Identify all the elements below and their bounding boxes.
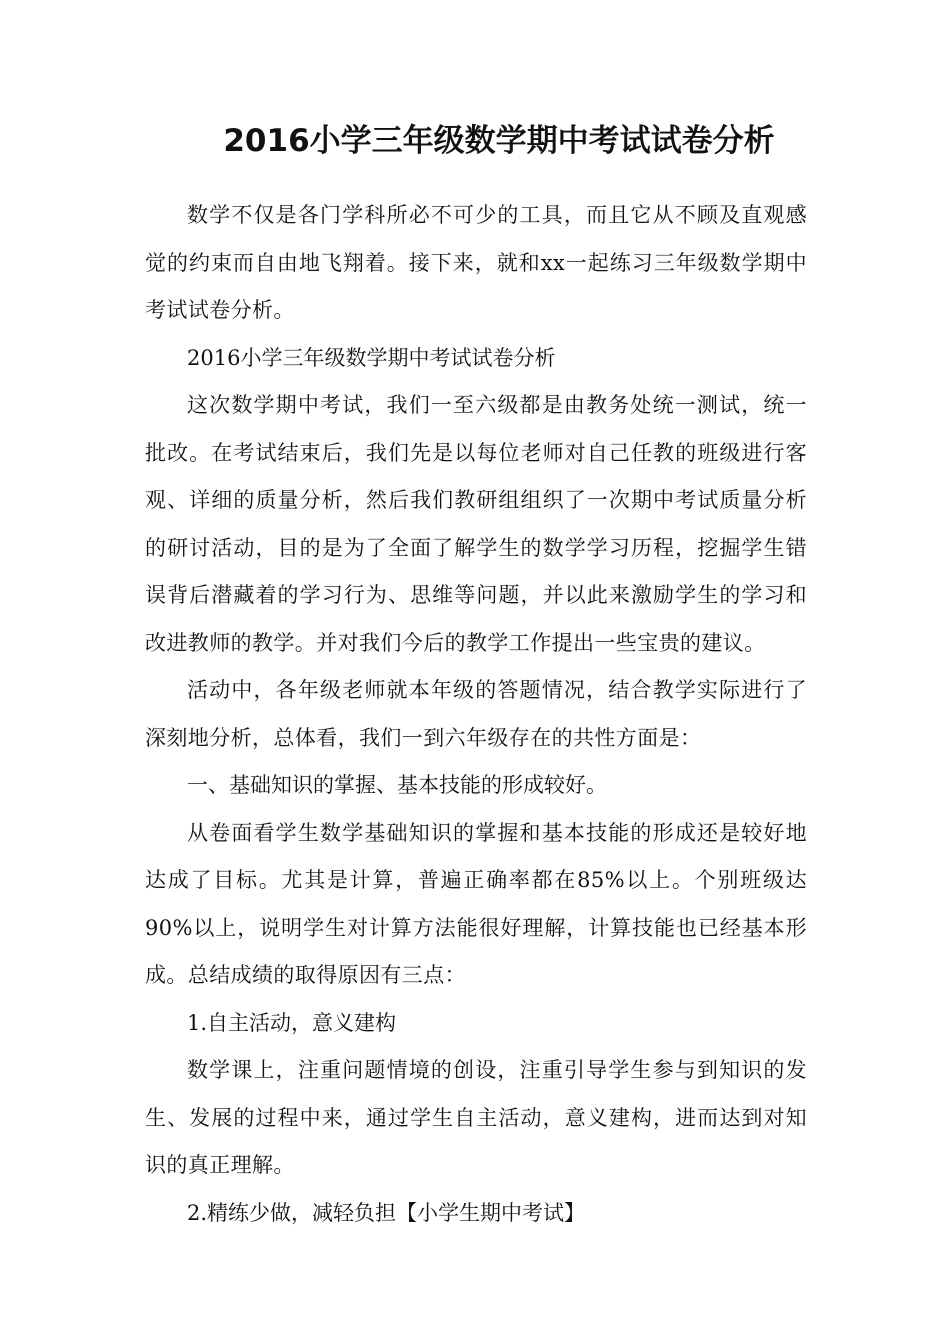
subtitle-line: 2016小学三年级数学期中考试试卷分析 (187, 345, 556, 370)
document-body (145, 192, 807, 1237)
intro-paragraph: 数学不仅是各门学科所必不可少的工具，而且它从不顾及直观感觉的约束而自由地飞翔着。接下来，就和xx一起练习三年级数学期中考试试卷分析。 (145, 203, 807, 322)
body-paragraph: 这次数学期中考试，我们一至六级都是由教务处统一测试，统一批改。在考试结束后，我们先是以每位老师对自己任教的班级进行客观、详细的质量分析，然后我们教研组组织了一次期中考试质量分析的研讨活动，目的是为了全面了解学生的数学学习历程，挖掘学生错误背后潜藏着的学习行为、思维等问题，并以此来激励学生的学习和改进教师的教学。并对我们今后的教学工作提出一些宝贵的建议。 (145, 393, 807, 655)
section-heading: 一、基础知识的掌握、基本技能的形成较好。 (187, 773, 607, 797)
body-paragraph: 活动中，各年级老师就本年级的答题情况，结合教学实际进行了深刻地分析，总体看，我们一到六年级存在的共性方面是： (145, 678, 807, 750)
document-title: 2016小学三年级数学期中考试试卷分析 (223, 123, 775, 159)
body-paragraph: 数学课上，注重问题情境的创设，注重引导学生参与到知识的发生、发展的过程中来，通过学生自主活动，意义建构，进而达到对知识的真正理解。 (145, 1058, 807, 1177)
body-paragraph: 从卷面看学生数学基础知识的掌握和基本技能的形成还是较好地达成了目标。尤其是计算，普遍正确率都在85%以上。个别班级达90%以上，说明学生对计算方法能很好理解，计算技能也已经基本形成。总结成绩的取得原因有三点： (145, 820, 807, 987)
subsection-heading: 2.精练少做，减轻负担【小学生期中考试】 (187, 1200, 586, 1225)
subsection-heading: 1.自主活动，意义建构 (187, 1010, 397, 1035)
